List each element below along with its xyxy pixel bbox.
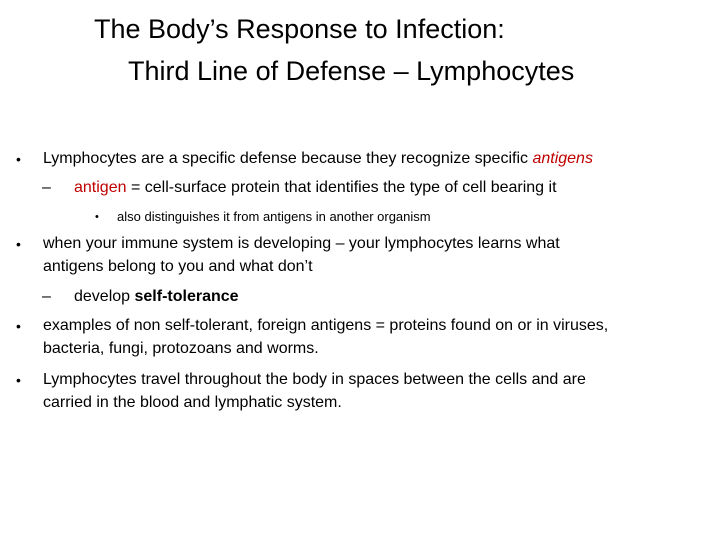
bullet-marker: • xyxy=(16,151,21,167)
bullet-2-line-1: when your immune system is developing – your lymphocytes learns what xyxy=(43,235,560,252)
bullet-2-line-2: antigens belong to you and what don’t xyxy=(43,258,313,275)
bullet-2-sub-text xyxy=(74,287,239,307)
bullet-4-line-2: carried in the blood and lymphatic system. xyxy=(43,394,342,411)
term-antigen: antigen xyxy=(74,179,127,196)
bullet-1-sub-text xyxy=(74,178,557,198)
slide-title-line-1: The Body’s Response to Infection: xyxy=(94,14,505,44)
antigen-definition: = cell-surface protein that identifies the type of cell bearing it xyxy=(126,179,557,196)
bullet-3-line-1: examples of non self-tolerant, foreign antigens = proteins found on or in viruses, xyxy=(43,317,609,334)
slide-title-line-2: Third Line of Defense – Lymphocytes xyxy=(128,56,575,86)
bullet-1-body: are a specific defense because they recognize specific xyxy=(136,150,533,167)
term-lymphocytes: Lymphocytes xyxy=(43,150,137,167)
bullet-4-line-1: Lymphocytes travel throughout the body in spaces between the cells and are xyxy=(43,371,586,388)
bullet-1-subsub-text: also distinguishes it from antigens in another organism xyxy=(117,209,431,224)
sub-bullet-dash: – xyxy=(42,179,51,196)
bullet-3-line-2: bacteria, fungi, protozoans and worms. xyxy=(43,340,319,357)
bullet-1-text xyxy=(43,149,593,169)
bullet-marker: • xyxy=(16,236,21,252)
sub-bullet-dash: – xyxy=(42,288,51,305)
term-antigens: antigens xyxy=(532,150,593,167)
bullet-marker: • xyxy=(16,372,21,388)
develop-label: develop xyxy=(74,288,135,305)
term-self-tolerance: self-tolerance xyxy=(134,288,239,305)
bullet-marker: • xyxy=(16,318,21,334)
sub-sub-bullet-marker: • xyxy=(95,211,99,223)
